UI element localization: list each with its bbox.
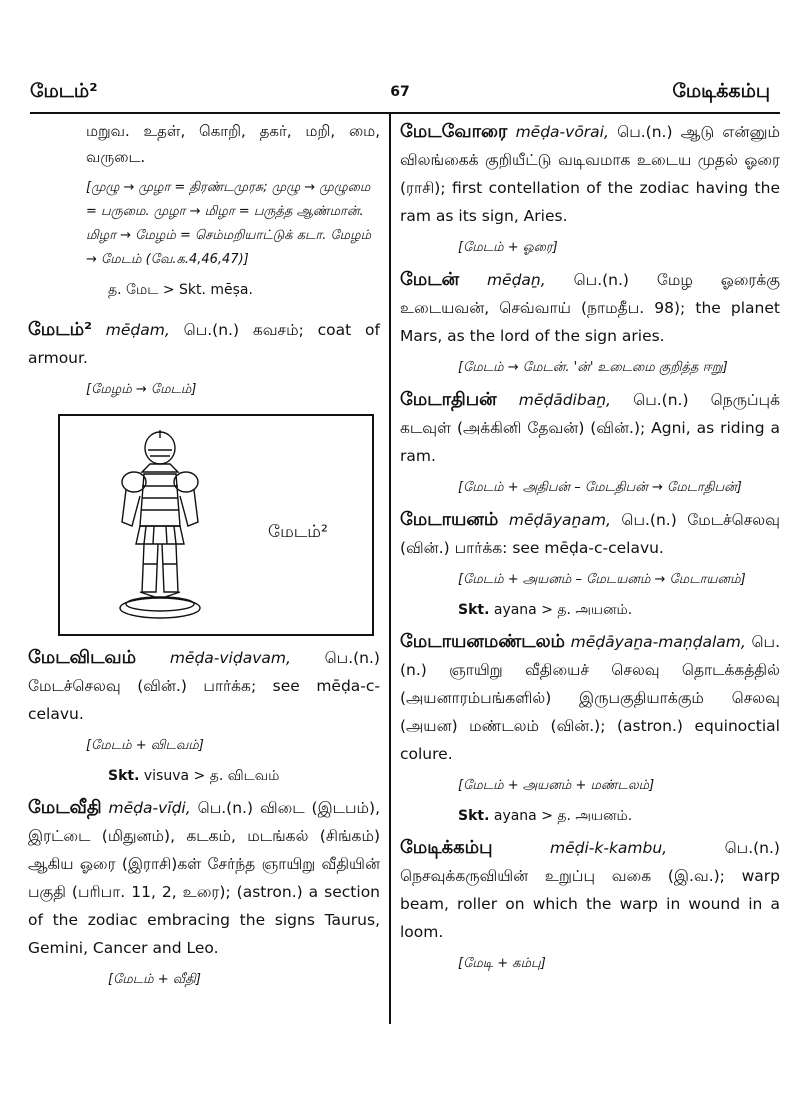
etymology: [மேழம் → மேடம்]: [86, 382, 197, 397]
definition: பெ.(n.) மேழ ஓரைக்கு உடையவன், செவ்வாய் (நாமதீப. 98); the planet Mars, as the lord of the sign aries.: [400, 271, 780, 345]
definition: பெ.(n.) கவசம்; coat of armour.: [28, 321, 380, 367]
skt-prefix: Skt.: [458, 808, 490, 824]
etymology: [மேடம் + அயனம் – மேடயனம் → மேடாயனம்]: [458, 572, 746, 587]
headword: மேடாதிபன்: [400, 389, 497, 410]
armour-figure: [58, 414, 374, 636]
header-right-guideword: மேடிக்கம்பு: [672, 80, 770, 102]
header-left-guideword: மேடம்²: [30, 80, 98, 102]
definition: பெ.(n.) நெருப்புக் கடவுள் (அக்கினி தேவன்) (வின்.); Agni, as riding a ram.: [400, 391, 780, 465]
etymology: [மேடம் + அயனம் + மண்டலம்]: [458, 778, 655, 793]
definition: பெ.(n.) ஞாயிறு வீதியைச் செலவு தொடக்கத்தில் (அயனாரம்பங்களில்) இருபகுதியாக்கும் செலவு (அயன) மண்டலம் (வின்.); (astron.) equinoctial colure.: [400, 633, 780, 763]
definition: பெ.(n.) மேடச்செலவு (வின்.) பார்க்க: see mēḍa-c-celavu.: [400, 511, 780, 557]
etymology: [மேடம் + அதிபன் – மேடதிபன் → மேடாதிபன்]: [458, 480, 742, 495]
sanskrit-origin: [400, 804, 780, 828]
etymology: [மேடம் + வீதி]: [108, 972, 201, 987]
headword: மேடவிடவம்: [28, 647, 137, 668]
transliteration: mēḍa-vōrai,: [515, 123, 609, 141]
right-column: [400, 118, 780, 982]
entry-medayanamandalam: [400, 628, 780, 768]
headword: மேடாயனமண்டலம்: [400, 631, 566, 652]
skt-rest: ayana > த. அயனம்.: [493, 808, 633, 824]
headword: மேடவோரை: [400, 121, 508, 142]
sanskrit-origin: [28, 764, 380, 788]
headword: மேடவீதி: [28, 797, 102, 818]
etymology: [மேடம் → மேடன். 'ன்' உடைமை குறித்த ஈறு]: [458, 360, 728, 375]
skt-rest: visuva > த. விடவம்: [143, 768, 280, 784]
definition: பெ.(n.) விடை (இடபம்), இரட்டை (மிதுனம்), கடகம், மடங்கல் (சிங்கம்) ஆகிய ஓரை (இராசி)கள் சேர்ந்த ஞாயிறு வீதியின் பகுதி (பரிபா. 11, 2, உரை); (astron.) a section of the zodiac embracing the signs Taurus, Gemini, Cancer and Leo.: [28, 799, 380, 957]
transliteration: mēḍāyaṉa-maṇḍalam,: [570, 633, 746, 651]
definition: பெ.(n.) நெசவுக்கருவியின் உறுப்பு வகை (இ.வ.); warp beam, roller on which the warp in wound in a loom.: [400, 839, 780, 941]
headword: மேடம்²: [28, 319, 92, 340]
left-column: [28, 118, 380, 998]
headword: மேடிக்கம்பு: [400, 837, 493, 858]
headword: மேடாயனம்: [400, 509, 499, 530]
skt-prefix: Skt.: [108, 768, 140, 784]
transliteration: mēḍi-k-kambu,: [550, 839, 668, 857]
continued-entry-etymology: [முழு → முழா = திரண்டமுரசு; முழு → முழுமை = பருமை. முழா → மிழா = பருத்த ஆண்மான். மிழா → மேழம் = செம்மறியாட்டுக் கடா. மேழம் → மேடம் (வே.க.4,46,47)]: [86, 180, 372, 267]
definition: பெ.(n.) ஆடு என்னும் விலங்கைக் குறியீட்டு வடிவமாக உடைய முதல் ஓரை (ராசி); first contellation of the zodiac having the ram as its sign, Aries.: [400, 123, 780, 225]
definition: பெ.(n.) மேடச்செலவு (வின்.) பார்க்க; see mēḍa-c-celavu.: [28, 649, 380, 723]
entry-medikkambu: [400, 834, 780, 946]
skt-prefix: Skt.: [458, 602, 490, 618]
continued-entry-sanskrit: த. மேட > Skt. mēṣa.: [108, 282, 253, 298]
sanskrit-origin: [400, 598, 780, 622]
entry-medayanam: [400, 506, 780, 562]
entry-medam2: [28, 316, 380, 372]
continued-entry-text: மறுவ. உதள், கொறி, தகர், மறி, மை, வருடை.: [86, 122, 380, 166]
page-number: 67: [390, 84, 410, 100]
entry-medan: [400, 266, 780, 350]
header-rule: [30, 112, 780, 114]
transliteration: mēḍādibaṉ,: [518, 391, 611, 409]
etymology: [மேடம் + ஓரை]: [458, 240, 558, 255]
transliteration: mēḍa-vīḍi,: [108, 799, 191, 817]
etymology: [மேடி + கம்பு]: [458, 956, 546, 971]
headword: மேடன்: [400, 269, 460, 290]
figure-caption: மேடம்²: [268, 522, 328, 542]
etymology: [மேடம் + விடவம்]: [86, 738, 204, 753]
entry-medadiban: [400, 386, 780, 470]
transliteration: mēḍa-viḍavam,: [169, 649, 291, 667]
entry-medavidavam: [28, 644, 380, 728]
skt-rest: ayana > த. அயனம்.: [493, 602, 633, 618]
entry-medavorai: [400, 118, 780, 230]
transliteration: mēḍāyaṉam,: [508, 511, 611, 529]
transliteration: mēḍam,: [105, 321, 170, 339]
entry-medavidhi: [28, 794, 380, 962]
transliteration: mēḍaṉ,: [486, 271, 546, 289]
column-divider: [389, 114, 391, 1024]
